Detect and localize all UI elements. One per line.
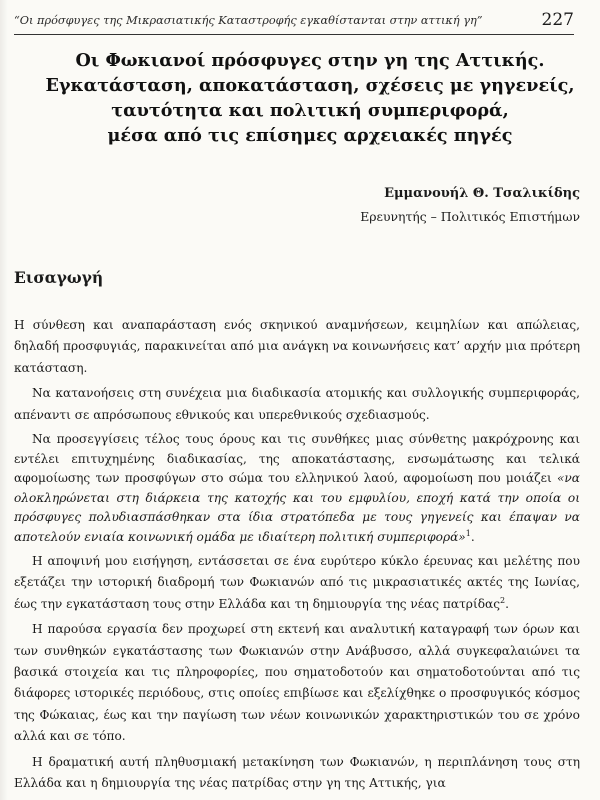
paragraph-text: Η αποψινή μου εισήγηση, εντάσσεται σε ένα ευρύτερο κύκλο έρευνας και μελέτης που εξετάζει την ιστορική διαδρομή των Φωκιανών από τις μικρασιατικές ακτές της Ιωνίας, έως την εγκατάσταση τους στην Ελλάδα και τη δημιουργία της νέας πατρίδας bbox=[14, 554, 580, 611]
page-edge-shadow bbox=[0, 0, 8, 800]
footnote-marker: 2 bbox=[500, 595, 506, 605]
body-text bbox=[14, 315, 580, 799]
footnote-marker: 1 bbox=[465, 528, 471, 538]
paragraph: Η δραματική αυτή πληθυσμιακή μετακίνηση των Φωκιανών, η περιπλάνηση τους στη Ελλάδα και η δημιουργία της νέας πατρίδας στην γη της Αττικής, για bbox=[14, 754, 580, 791]
author-name: Εμμανουήλ Θ. Τσαλικίδης bbox=[384, 186, 580, 201]
title-line: Οι Φωκιανοί πρόσφυγες στην γη της Αττικής. bbox=[75, 50, 545, 71]
paragraph-text: Να προσεγγίσεις τέλος τους όρους και τις συνθήκες μιας σύνθετης μακρόχρονης και εντέλει επιτυχημένης διαδικασίας, της αποκατάστασης, ενσωμάτωσης και τελικά αφομοίωσης των προσφύγων στο σώμα του ελληνικού λαού, αφομοίωση που μοιάζει bbox=[14, 432, 580, 486]
running-header bbox=[14, 10, 574, 35]
paragraph: Η παρούσα εργασία δεν προχωρεί στη εκτενή και αναλυτική καταγραφή των όρων και των συνθηκών εγκατάστασης των Φωκιανών στην Ανάβυσσο, αλλά συγκεφαλαιώνει τα βασικά στοιχεία και τις πληροφορίες, που σηματοδοτούν και σηματοδοτούνται από τις διάφορες ιστορικές περιόδους, στις οποίες επιβίωσε και εξελίχθηκε ο προσφυγικός κόσμος της Φώκαιας, έως και την παγίωση των νέων κοινωνικών χαρακτηριστικών του σε χρόνο αλλά και σε τόπο. bbox=[14, 622, 580, 744]
paragraph-end: . bbox=[470, 529, 475, 544]
section-heading: Εισαγωγή bbox=[14, 268, 104, 287]
title-line: μέσα από τις επίσημες αρχειακές πηγές bbox=[107, 125, 513, 146]
paragraph bbox=[14, 551, 580, 615]
author-affiliation: Ερευνητής – Πολιτικός Επιστήμων bbox=[360, 209, 580, 224]
paragraph: Η σύνθεση και αναπαράσταση ενός σκηνικού αναμνήσεων, κειμηλίων και απώλειας, δηλαδή προσφυγιάς, παρακινείται από μια ανάγκη να κοινωνήσεις κατ’ αρχήν μια πρότερη κατάσταση. bbox=[14, 318, 580, 375]
running-title: “Οι πρόσφυγες της Μικρασιατικής Καταστροφής εγκαθίστανται στην αττική γη” bbox=[14, 14, 483, 27]
paragraph-end: . bbox=[505, 596, 509, 611]
article-title bbox=[40, 48, 580, 148]
title-line: Εγκατάσταση, αποκατάσταση, σχέσεις με γηγενείς, bbox=[45, 75, 575, 96]
paragraph: Να κατανοήσεις στη συνέχεια μια διαδικασία ατομικής και συλλογικής συμπεριφοράς, απέναντι σε απρόσωπους εθνικούς και υπερεθνικούς σχεδιασμούς. bbox=[14, 386, 580, 422]
paragraph bbox=[14, 430, 580, 547]
quoted-passage: «να ολοκληρώνεται στη διάρκεια της κατοχής και του εμφυλίου, εποχή κατά την οποία οι πρόσφυγες πολυδιασπάσθηκαν στα ίδια στρατόπεδα με τους γηγενείς και έπαψαν να αποτελούν ενιαία κοινωνική ομάδα με ιδιαίτερη πολιτική συμπεριφορά» bbox=[14, 471, 580, 544]
page-number: 227 bbox=[541, 10, 574, 30]
title-line: ταυτότητα και πολιτική συμπεριφορά, bbox=[111, 100, 509, 121]
